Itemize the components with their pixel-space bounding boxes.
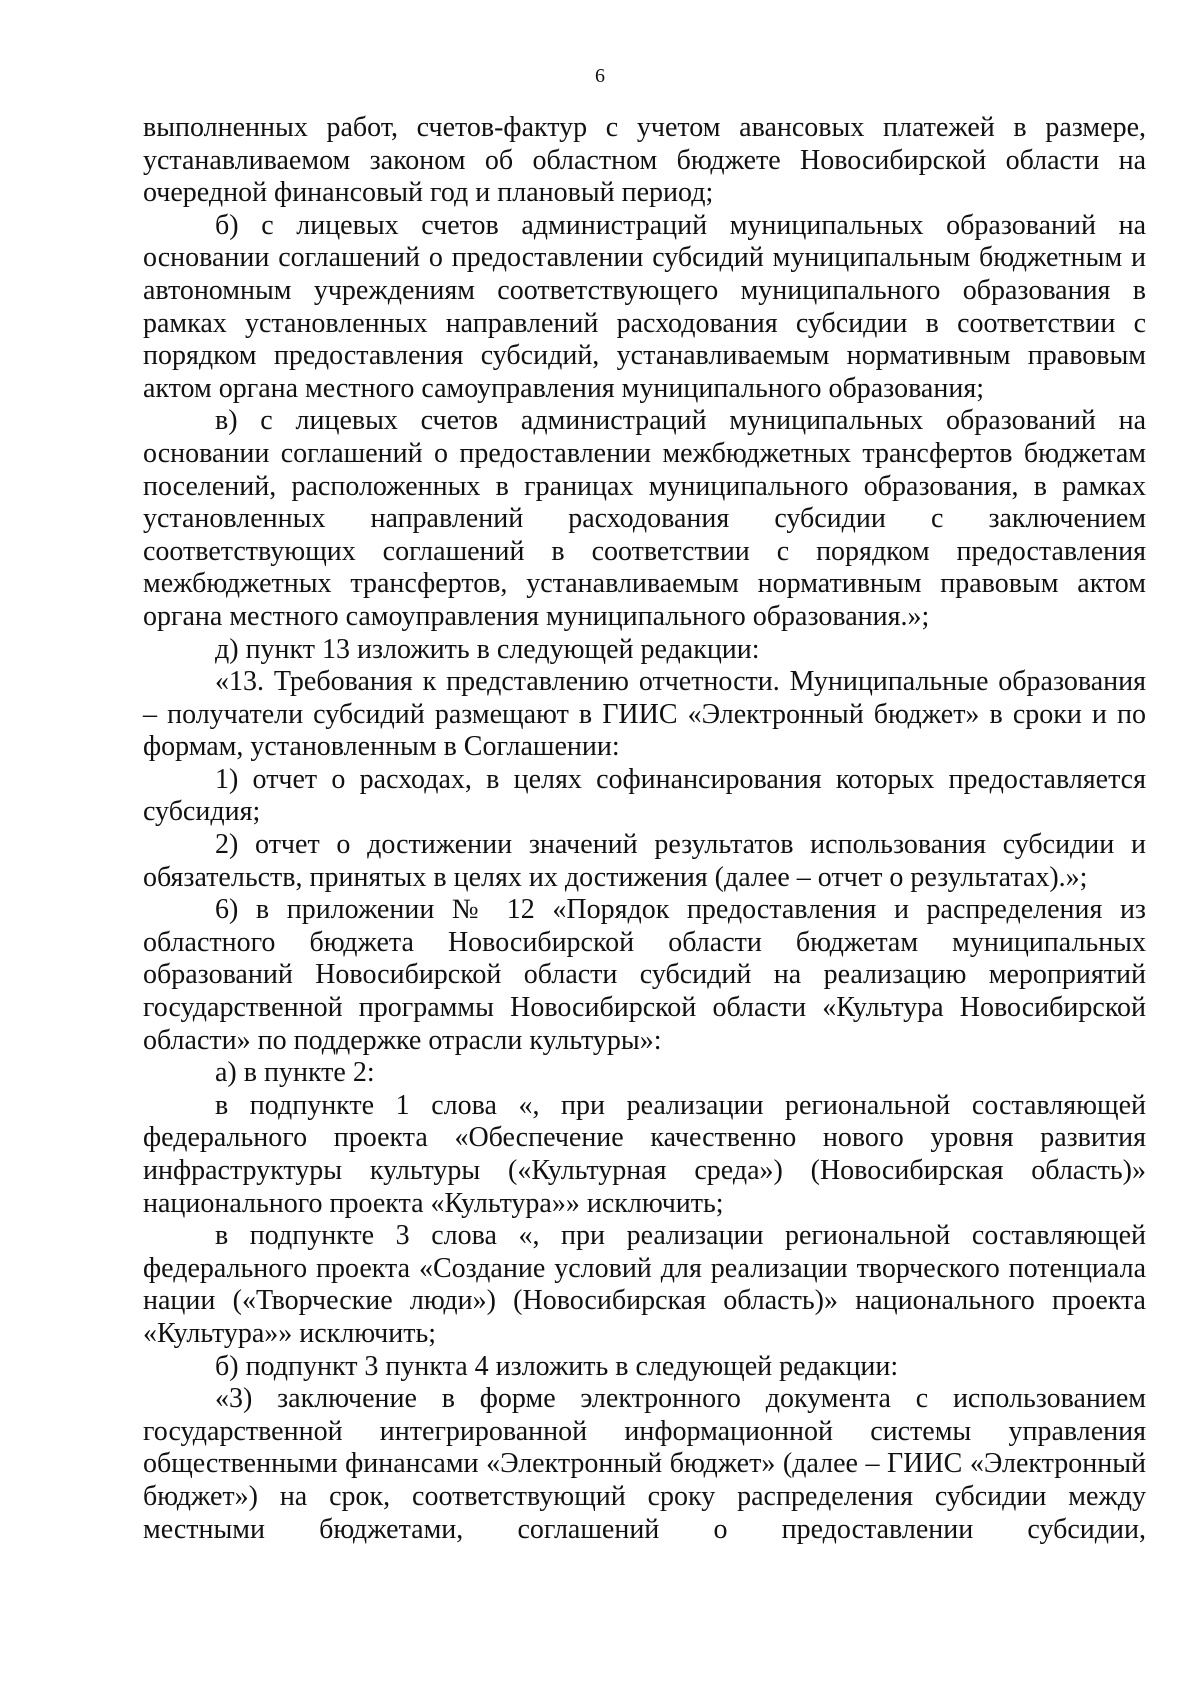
paragraph: 1) отчет о расходах, в целях софинансирования которых предоставляется субсидия; <box>143 763 1146 828</box>
paragraph: 6) в приложении № 12 «Порядок предоставления и распределения из областного бюджета Новосибирской области бюджетам муниципальных образований Новосибирской области субсидий на реализацию мероприятий государственной программы Новосибирской области «Культура Новосибирской области» по поддержке отрасли культуры»: <box>143 894 1146 1056</box>
paragraph: «3) заключение в форме электронного документа с использованием государственной интегрированной информационной системы управления общественными финансами «Электронный бюджет» (далее – ГИИС «Электронный бюджет») на срок, соответствующий сроку распределения субсидии между местными бюджетами, соглашений о предоставлении субсидии, <box>143 1383 1146 1545</box>
document-body <box>143 112 1146 1546</box>
paragraph: б) подпункт 3 пункта 4 изложить в следующей редакции: <box>215 1350 899 1382</box>
paragraph: д) пункт 13 изложить в следующей редакции: <box>215 633 760 665</box>
paragraph: в) с лицевых счетов администраций муниципальных образований на основании соглашений о предоставлении межбюджетных трансфертов бюджетам поселений, расположенных в границах муниципального образования, в рамках установленных направлений расходования субсидии с заключением соответствующих соглашений в соответствии с порядком предоставления межбюджетных трансфертов, устанавливаемым нормативным правовым актом органа местного самоуправления муниципального образования.»; <box>143 405 1146 632</box>
paragraph: а) в пункте 2: <box>215 1057 375 1089</box>
paragraph: в подпункте 1 слова «, при реализации региональной составляющей федерального проекта «Обеспечение качественно нового уровня развития инфраструктуры культуры («Культурная среда») (Новосибирская область)» национального проекта «Культура»» исключить; <box>143 1089 1146 1219</box>
paragraph: б) с лицевых счетов администраций муниципальных образований на основании соглашений о предоставлении субсидий муниципальным бюджетным и автономным учреждениям соответствующего муниципального образования в рамках установленных направлений расходования субсидии в соответствии с порядком предоставления субсидий, устанавливаемым нормативным правовым актом органа местного самоуправления муниципального образования; <box>143 209 1146 404</box>
paragraph: 2) отчет о достижении значений результатов использования субсидии и обязательств, принятых в целях их достижения (далее – отчет о результатах).»; <box>143 829 1146 893</box>
paragraph: выполненных работ, счетов-фактур с учетом авансовых платежей в размере, устанавливаемом законом об областном бюджете Новосибирской области на очередной финансовый год и плановый период; <box>143 112 1146 209</box>
paragraph: «13. Требования к представлению отчетности. Муниципальные образования – получатели субсидий размещают в ГИИС «Электронный бюджет» в сроки и по формам, установленным в Соглашении: <box>143 666 1146 763</box>
paragraph: в подпункте 3 слова «, при реализации региональной составляющей федерального проекта «Создание условий для реализации творческого потенциала нации («Творческие люди») (Новосибирская область)» национального проекта «Культура»» исключить; <box>143 1220 1146 1349</box>
page-number: 6 <box>595 65 605 87</box>
